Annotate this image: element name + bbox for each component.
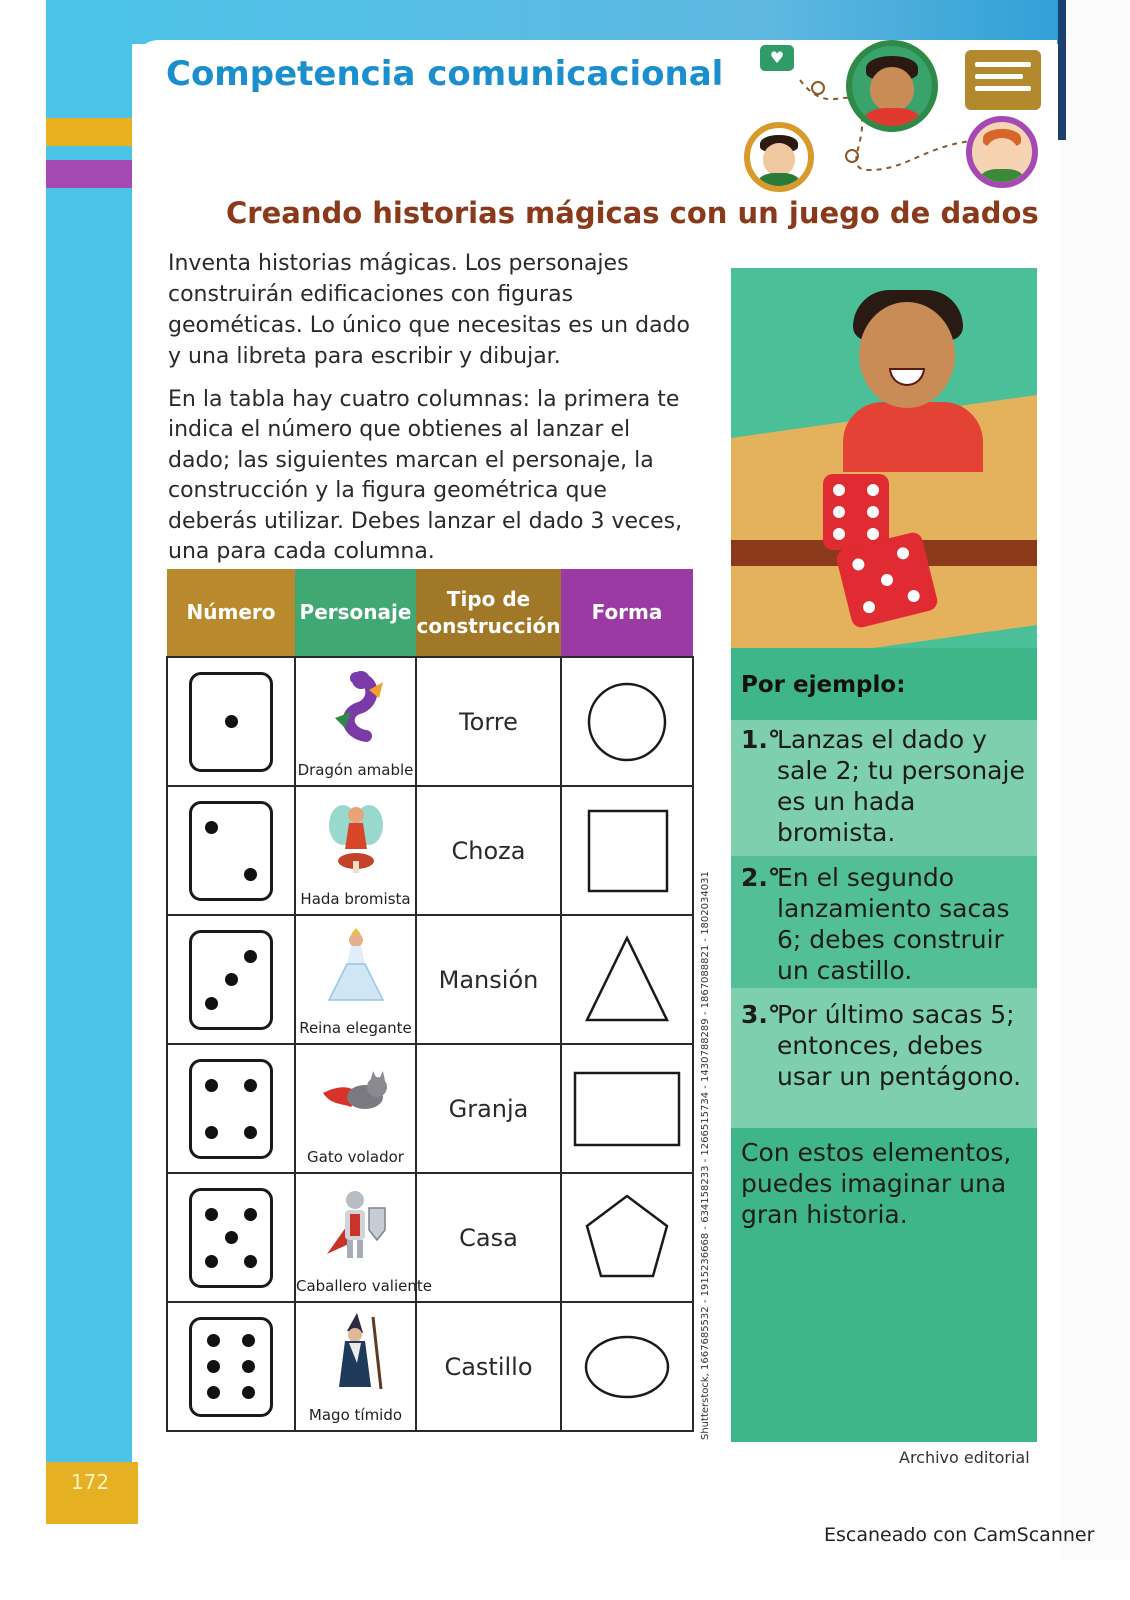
die-pip (205, 997, 218, 1010)
dice-table (166, 569, 694, 1432)
scanner-watermark: Escaneado con CamScanner (824, 1524, 1095, 1546)
queen-icon (321, 926, 391, 1006)
die-pip (205, 1255, 218, 1268)
die-face-icon (189, 1188, 273, 1288)
heart-chat-icon: ♥ (760, 45, 794, 71)
example-closing: Con estos elementos, puedes imaginar una gran historia. (741, 1138, 1012, 1229)
die-face-icon (189, 1059, 273, 1159)
shape-cell (561, 657, 693, 786)
header-numero: Número (167, 569, 295, 657)
shape-cell (561, 786, 693, 915)
die-pip (207, 1360, 220, 1373)
rectangle-shape-icon (571, 1059, 683, 1159)
header-forma: Forma (561, 569, 693, 657)
boy-avatar-small-icon (744, 122, 814, 192)
oval-shape-icon (577, 1317, 677, 1417)
side-color-band (46, 0, 132, 1480)
step-text: Lanzas el dado y sale 2; tu personaje es un hada bromista. (777, 725, 1025, 847)
die-pip (207, 1334, 220, 1347)
shape-cell (561, 1302, 693, 1431)
die-pip (244, 1208, 257, 1221)
die-cell (167, 1302, 295, 1431)
wizard-icon (321, 1313, 391, 1393)
page-edge-dark (1058, 0, 1066, 140)
page-number: 172 (70, 1470, 110, 1494)
construction-cell: Torre (416, 657, 561, 786)
instructions-paragraph: En la tabla hay cuatro columnas: la primera te indica el número que obtienes al lanzar el dado; las siguientes marcan el personaje, la construcción y la figura geométrica que deberás utilizar. Debes lanzar el dado 3 veces, una para cada columna. (168, 387, 683, 565)
character-name: Reina elegante (299, 1019, 412, 1037)
step-number: 3.° (741, 1000, 781, 1029)
square-shape-icon (577, 801, 677, 901)
die-pip (225, 715, 238, 728)
shape-cell (561, 915, 693, 1044)
character-cell (295, 915, 416, 1044)
example-title: Por ejemplo: (741, 672, 906, 698)
table-row (167, 1044, 693, 1173)
table-header-row (167, 569, 693, 657)
die-face-icon (189, 801, 273, 901)
step-number: 2.° (741, 863, 781, 892)
character-cell (295, 1044, 416, 1173)
table-row (167, 1173, 693, 1302)
die-pip (242, 1386, 255, 1399)
character-cell (295, 786, 416, 915)
character-cell (295, 657, 416, 786)
die-pip (205, 1208, 218, 1221)
character-name: Caballero valiente (296, 1277, 432, 1295)
die-pip (244, 950, 257, 963)
gold-tab-stripe (46, 118, 132, 146)
die-pip (244, 1079, 257, 1092)
die-pip (207, 1386, 220, 1399)
construction-cell: Castillo (416, 1302, 561, 1431)
die-pip (205, 1126, 218, 1139)
character-name: Gato volador (307, 1148, 404, 1166)
die-cell (167, 1044, 295, 1173)
die-pip (244, 868, 257, 881)
fairy-icon (321, 797, 391, 877)
flying-cat-icon (321, 1055, 391, 1135)
die-pip (244, 1126, 257, 1139)
pentagon-shape-icon (577, 1188, 677, 1288)
circle-shape-icon (577, 672, 677, 772)
die-cell (167, 1173, 295, 1302)
construction-cell: Mansión (416, 915, 561, 1044)
triangle-shape-icon (577, 930, 677, 1030)
knight-icon (321, 1184, 391, 1264)
character-cell (295, 1302, 416, 1431)
dragon-icon (321, 668, 391, 748)
purple-tab-stripe (46, 160, 132, 188)
die-pip (205, 821, 218, 834)
example-step (741, 724, 1029, 848)
die-pip (205, 1079, 218, 1092)
die-pip (242, 1360, 255, 1373)
header-tipo-construccion: Tipo de construcción (416, 569, 561, 657)
step-number: 1.° (741, 725, 781, 754)
intro-paragraph: Inventa historias mágicas. Los personajes construirán edificaciones con figuras geométicas. Lo único que necesitas es un dado y una libreta para escribir y dibujar. (168, 251, 690, 369)
die-face-icon (189, 672, 273, 772)
construction-cell: Granja (416, 1044, 561, 1173)
step-text: Por último sacas 5; entonces, debes usar un pentágono. (777, 1000, 1022, 1091)
section-title: Competencia comunicacional (166, 54, 724, 94)
table-row (167, 657, 693, 786)
example-step (741, 862, 1029, 986)
character-name: Dragón amable (297, 761, 414, 779)
red-die-icon (823, 474, 889, 550)
character-name: Hada bromista (300, 890, 411, 908)
chat-lines-icon (965, 50, 1041, 110)
shape-cell (561, 1044, 693, 1173)
table-row (167, 786, 693, 915)
die-pip (225, 973, 238, 986)
character-name: Mago tímido (308, 1406, 403, 1424)
boy-avatar-icon (846, 40, 938, 132)
editorial-credit: Archivo editorial (899, 1448, 1030, 1467)
page-edge (1060, 0, 1130, 1560)
top-color-band (46, 0, 1076, 44)
die-cell (167, 915, 295, 1044)
example-step (741, 999, 1029, 1092)
die-face-icon (189, 930, 273, 1030)
die-cell (167, 657, 295, 786)
construction-cell: Choza (416, 786, 561, 915)
die-cell (167, 786, 295, 915)
die-face-icon (189, 1317, 273, 1417)
character-cell (295, 1173, 432, 1302)
stock-credit: Shutterstock, 1667685532 - 1915236668 - 634158233 - 1266515734 - 1430788289 - 1867088821 - 1802034031 (700, 871, 711, 1440)
die-pip (242, 1334, 255, 1347)
activity-title: Creando historias mágicas con un juego de dados (226, 196, 1039, 230)
die-pip (225, 1231, 238, 1244)
girl-avatar-icon (966, 116, 1038, 188)
table-row (167, 915, 693, 1044)
table-row (167, 1302, 693, 1431)
shape-cell (561, 1173, 693, 1302)
die-pip (244, 1255, 257, 1268)
boy-with-dice-illustration (731, 268, 1037, 648)
step-text: En el segundo lanzamiento sacas 6; debes construir un castillo. (777, 863, 1010, 985)
header-personaje: Personaje (295, 569, 416, 657)
construction-cell: Casa (416, 1173, 561, 1302)
